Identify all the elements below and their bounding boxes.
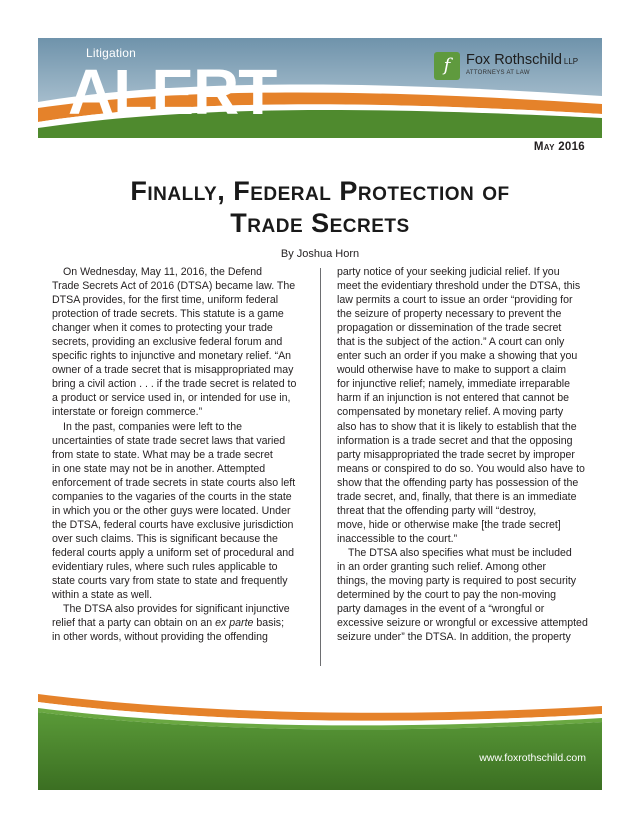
article-title	[60, 175, 580, 239]
brand-tagline: ATTORNEYS AT LAW	[466, 70, 530, 76]
text-line: evidentiary rules, where such rules applicable to	[52, 560, 278, 573]
title-line-2: Trade Secrets	[230, 208, 410, 238]
fox-rothschild-logo	[434, 52, 594, 88]
text-line	[52, 616, 314, 630]
text-line: uncertainties of state trade secret laws that varied	[52, 434, 286, 447]
text-line: owner of a trade secret that is misappropriated may	[52, 364, 294, 377]
text-line: party notice of your seeking judicial relief. If you	[337, 266, 560, 278]
text-line: federal courts apply a uniform set of procedural and	[52, 546, 295, 559]
text-line: DTSA provides, for the first time, uniform federal	[52, 294, 279, 307]
text-line: within a state as well.	[52, 589, 153, 602]
text-line: state courts vary from state to state and frequently	[52, 575, 288, 588]
text-line: in one state may not be in another. Attempted	[52, 462, 266, 475]
footer-banner	[38, 688, 602, 790]
litigation-kicker: Litigation	[86, 46, 137, 60]
text-line: secrets, providing an exclusive federal forum and	[52, 336, 283, 349]
text-line: interstate or foreign commerce.”	[52, 406, 203, 419]
paragraph	[52, 602, 314, 644]
text-line: inaccessible to the court.”	[337, 532, 458, 545]
text-line: the DTSA, federal courts have exclusive jurisdiction	[52, 518, 294, 531]
paragraph	[52, 420, 314, 603]
paragraph	[337, 265, 599, 546]
text-line: information is a trade secret and that the opposing	[337, 434, 573, 447]
text-line: Trade Secrets Act of 2016 (DTSA) became law. The	[52, 280, 296, 293]
alert-wordmark: ALERT	[68, 56, 277, 128]
text-line: party damages in the event of a “wrongful or	[337, 603, 545, 616]
paragraph	[337, 546, 599, 644]
text-line: changer when it comes to protecting your trade	[52, 322, 273, 335]
byline: By Joshua Horn	[280, 248, 360, 260]
body-column-left	[52, 265, 314, 644]
emphasis-ex-parte: ex parte	[215, 617, 254, 630]
text-line: meet the evidentiary threshold under the DTSA, this	[337, 280, 581, 293]
issue-date: May 2016	[533, 141, 585, 153]
text-line: seizure under” the DTSA. In addition, the property	[337, 631, 571, 644]
header-banner	[38, 38, 602, 138]
text-line: threat that the offending party will “destroy,	[337, 504, 537, 517]
text-line: means or conspired to do so. You would also have to	[337, 462, 585, 475]
text-line: specific rights to injunctive and monetary relief. “An	[52, 350, 292, 363]
text-line: protection of trade secrets. This statute is a game	[52, 308, 284, 321]
text-line: in an order granting such relief. Among other	[337, 560, 547, 573]
text-line: enforcement of trade secrets in state courts also left	[52, 476, 296, 489]
text-run: relief that a party can obtain on an	[52, 617, 216, 630]
text-line: law permits a court to issue an order “providing for	[337, 294, 573, 307]
text-run: basis;	[253, 617, 285, 630]
text-line: The DTSA also specifies what must be included	[348, 546, 572, 559]
fox-rothschild-mark-icon: f	[434, 52, 460, 80]
text-line: over such claims. This is significant because the	[52, 532, 278, 545]
text-line: On Wednesday, May 11, 2016, the Defend	[63, 266, 263, 278]
text-line: in other words, without providing the offending	[52, 631, 268, 644]
website-link[interactable]: www.foxrothschild.com	[479, 752, 586, 764]
text-line: also has to show that it is likely to establish that the	[337, 420, 577, 433]
text-line: the seizure of property necessary to prevent the	[337, 308, 562, 321]
text-line: bring a civil action . . . if the trade secret is related to	[52, 378, 297, 391]
text-line: would otherwise have to make to support a claim	[337, 364, 567, 377]
text-line: determined by the court to pay the non-moving	[337, 589, 557, 602]
text-line: show that the offending party has possession of the	[337, 476, 579, 489]
text-line: from state to state. What may be a trade secret	[52, 448, 273, 461]
body-column-right	[337, 265, 599, 644]
brand-name	[466, 52, 578, 68]
brand-suffix: LLP	[563, 57, 579, 66]
text-line: propagation or dissemination of the trade secret	[337, 322, 562, 335]
text-line: compensated by monetary relief. A moving party	[337, 406, 564, 419]
text-line: The DTSA also provides for significant injunctive	[63, 603, 290, 616]
text-line: move, hide or otherwise make [the trade secret]	[337, 518, 561, 531]
text-line: for injunctive relief; namely, immediate irreparable	[337, 378, 570, 391]
text-line: party misappropriated the trade secret by improper	[337, 448, 575, 461]
text-line: in which you or the other guys were located. Under	[52, 504, 291, 517]
text-line: enter such an order if you make a showing that you	[337, 350, 578, 363]
text-line: In the past, companies were left to the	[63, 420, 243, 433]
brand-name-text: Fox Rothschild	[466, 52, 562, 68]
text-line: harm if an injunction is not entered that cannot be	[337, 392, 570, 405]
footer-wave-graphic	[38, 688, 602, 790]
text-line: trade secret, and, finally, that there is an immediate	[337, 490, 577, 503]
text-line: things, the moving party is required to post security	[337, 575, 577, 588]
text-line: companies to the vagaries of the courts in the state	[52, 490, 292, 503]
text-line: a product or service used in, or intended for use in,	[52, 392, 291, 405]
title-line-1: Finally, Federal Protection of	[130, 176, 510, 206]
text-line: excessive seizure or wrongful or excessive attempted	[337, 617, 588, 630]
paragraph	[52, 265, 314, 420]
column-divider	[320, 268, 321, 666]
text-line: that is the subject of the action.” A court can only	[337, 336, 565, 349]
